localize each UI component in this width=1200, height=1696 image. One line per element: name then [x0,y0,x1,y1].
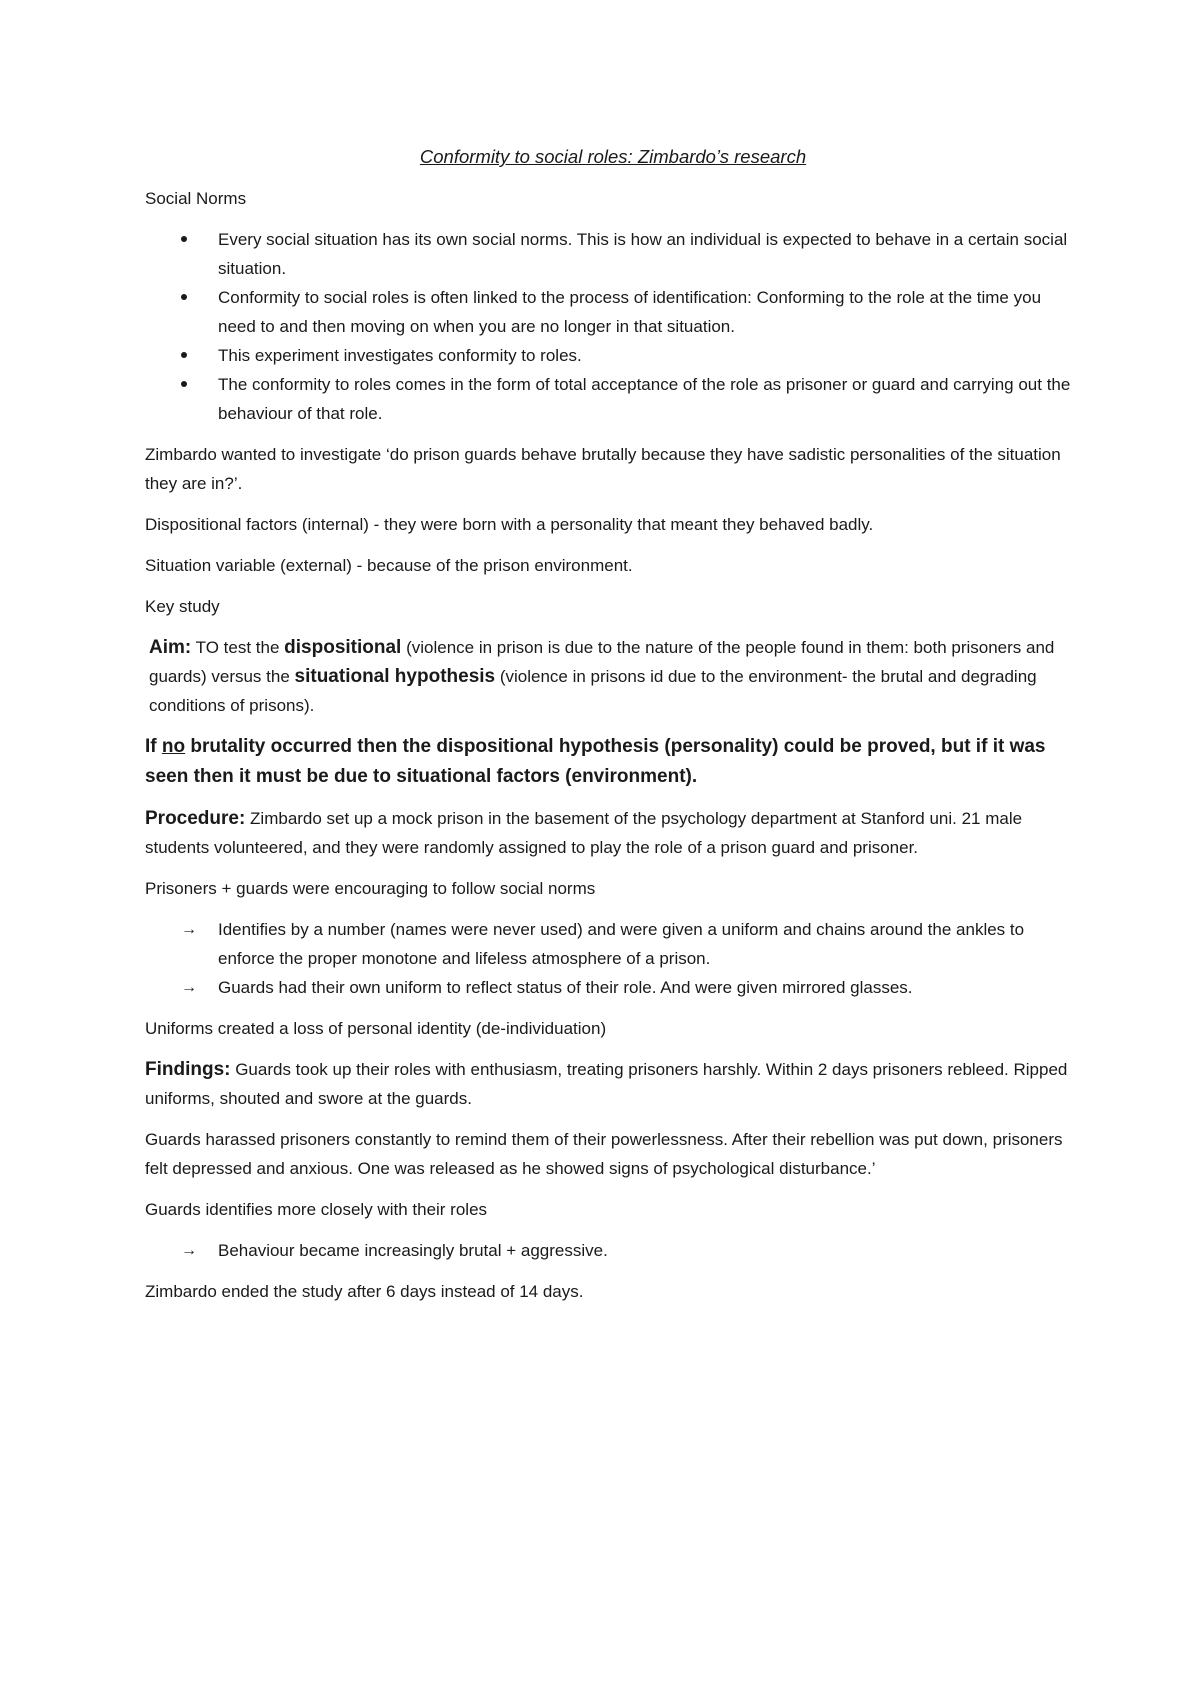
findings-label: Findings: [145,1059,231,1080]
underlined-no: no [161,736,186,757]
arrow-right-icon: → [181,921,197,938]
paragraph-if-statement: If no brutality occurred then the dispositional hypothesis (personality) could be proved, but if it was seen then it must be due to situational factors (environment). [145,736,1046,787]
paragraph-encouraging: Prisoners + guards were encouraging to follow social norms [145,879,596,898]
bullet-icon [181,225,201,254]
term-situational-hypothesis: situational hypothesis [294,666,496,687]
paragraph-investigate: Zimbardo wanted to investigate ‘do prison guards behave brutally because they have sadistic personalities of the situation they are in?’. [145,445,1061,493]
section-heading-key-study: Key study [145,597,220,616]
paragraph-aim: Aim: TO test the dispositional (violence in prison is due to the nature of the people found in them: both prisoners and guards) versus the situational hypothesis (violence in prisons id due to the environment- the brutal and degrading conditions of prisons). [149,637,1055,715]
paragraph-situation: Situation variable (external) - because of the prison environment. [145,556,633,575]
term-dispositional: dispositional [284,637,402,658]
encouraging-list [145,915,1075,1002]
list-item: → Identifies by a number (names were never used) and were given a uniform and chains around the ankles to enforce the proper monotone and lifeless atmosphere of a prison. [145,915,1075,973]
identifies-list [145,1236,1075,1265]
paragraph-procedure: Procedure: Zimbardo set up a mock prison in the basement of the psychology department at Stanford uni. 21 male students volunteered, and they were randomly assigned to play the role of a prison guard and prisoner. [145,808,1023,857]
page-title: Conformity to social roles: Zimbardo’s research [419,146,807,167]
list-item: Every social situation has its own social norms. This is how an individual is expected to behave in a certain social situation. [145,225,1075,283]
paragraph-ended: Zimbardo ended the study after 6 days instead of 14 days. [145,1282,584,1301]
section-heading-social-norms: Social Norms [145,189,247,208]
paragraph-uniforms: Uniforms created a loss of personal identity (de-individuation) [145,1019,607,1038]
aim-label: Aim: [149,637,192,658]
list-item: Conformity to social roles is often linked to the process of identification: Conforming to the role at the time you need to and then moving on when you are no longer in that situation. [145,283,1075,341]
arrow-right-icon: → [181,1242,197,1259]
paragraph-findings: Findings: Guards took up their roles with enthusiasm, treating prisoners harshly. Within 2 days prisoners rebleed. Ripped uniforms, shouted and swore at the guards. [145,1059,1068,1108]
bullet-icon [181,283,201,312]
document-body [145,146,1075,1318]
bullet-icon [181,341,201,370]
list-item: This experiment investigates conformity to roles. [145,341,1075,370]
procedure-label: Procedure: [145,808,246,829]
bullet-icon [181,370,201,399]
list-item: → Behaviour became increasingly brutal + aggressive. [145,1236,1075,1265]
paragraph-dispositional: Dispositional factors (internal) - they were born with a personality that meant they behaved badly. [145,515,874,534]
arrow-right-icon: → [181,979,197,996]
social-norms-list [145,225,1075,428]
list-item: The conformity to roles comes in the form of total acceptance of the role as prisoner or guard and carrying out the behaviour of that role. [145,370,1075,428]
paragraph-harassed: Guards harassed prisoners constantly to remind them of their powerlessness. After their rebellion was put down, prisoners felt depressed and anxious. One was released as he showed signs of psychological disturbance.’ [145,1130,1063,1178]
list-item: → Guards had their own uniform to reflect status of their role. And were given mirrored glasses. [145,973,1075,1002]
paragraph-identifies: Guards identifies more closely with their roles [145,1200,488,1219]
